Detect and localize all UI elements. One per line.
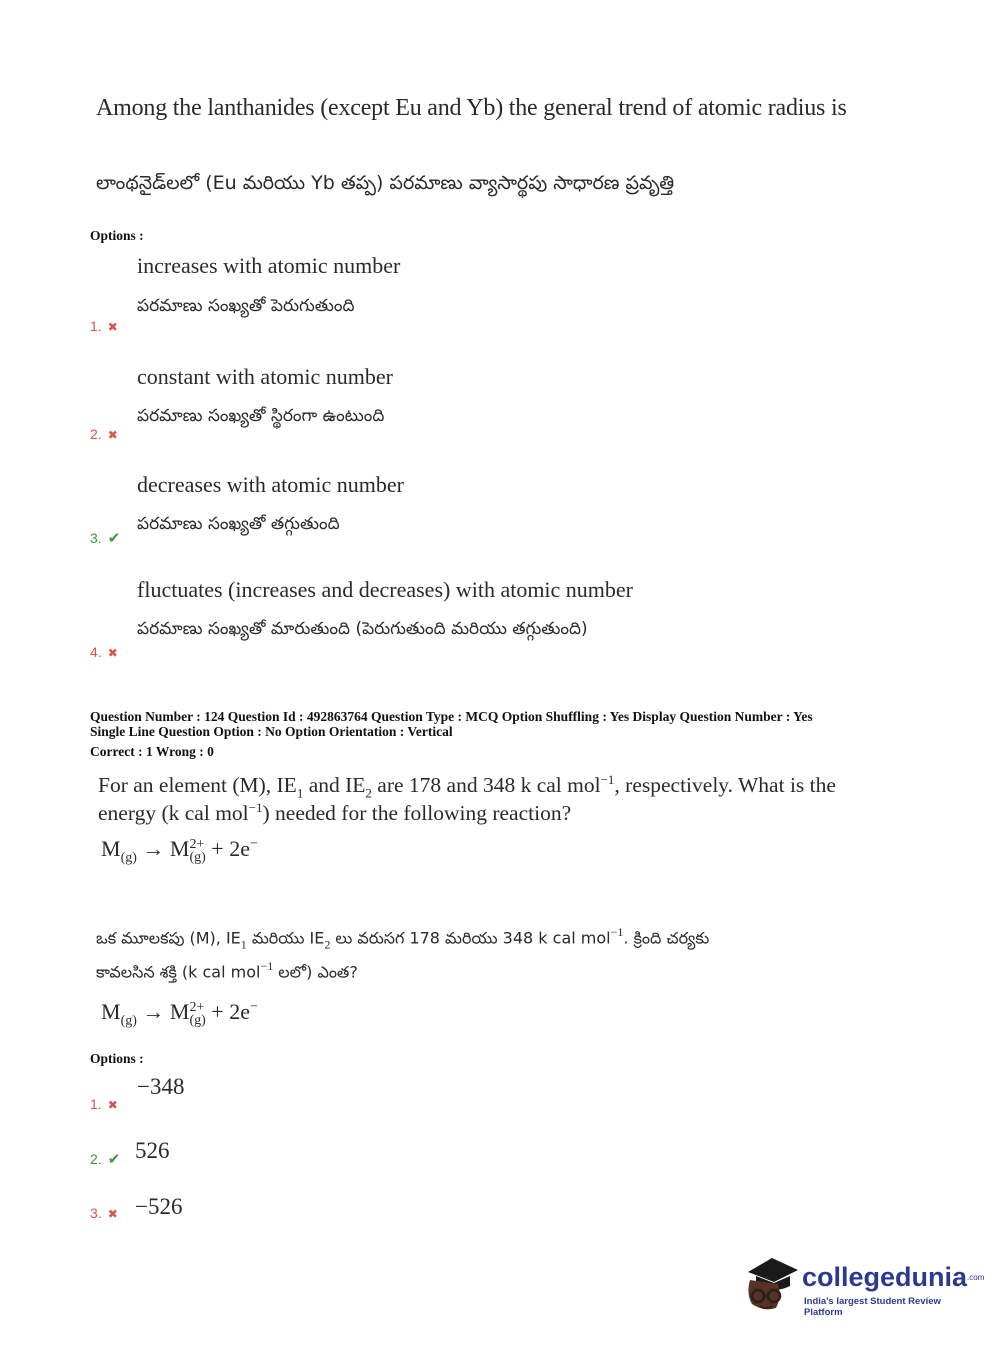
option-number: 2. [90,426,102,442]
q2-option-2-value: 526 [135,1138,170,1163]
q2-option-3-value: −526 [135,1194,183,1219]
option-number: 2. [90,1151,102,1167]
q2-meta-line-1: Question Number : 124 Question Id : 492863764 Question Type : MCQ Option Shuffling : Yes Display Question Number : Yes [90,709,813,724]
option-number: 4. [90,644,102,660]
check-icon: ✔ [107,529,121,547]
cross-icon: ✖ [107,646,118,660]
option-number: 3. [90,1205,102,1221]
option-number: 1. [90,318,102,334]
logo-wordmark: collegedunia$^{.com}$ [802,1262,985,1292]
q1-option-3-marker [90,528,120,547]
logo-tagline: India's largest Student Review Platform [804,1296,941,1318]
q2-equation-telugu: $M_{(g)} \to M2+$ (g) + 2e− [101,999,258,1029]
q1-option-3-telugu: పరమాణు సంఖ్యతో తగ్గుతుంది [137,514,340,534]
collegedunia-logo [742,1250,985,1320]
q1-option-1-telugu: పరమాణు సంఖ్యతో పెరుగుతుంది [137,296,355,316]
q1-question-english: Among the lanthanides (except Eu and Yb) the general trend of atomic radius is [96,95,847,121]
q1-option-2-marker [90,424,118,443]
q2-marks: Correct : 1 Wrong : 0 [90,744,214,759]
q2-question-english-line-1: For an element (M), $IE_1$ and $IE_2$ are 178 and 348 k cal mol$^{-1}$, respectively. What is the [98,772,836,801]
q2-option-1-marker [90,1094,118,1113]
q2-option-2-marker [90,1149,120,1168]
q1-option-1-marker [90,316,118,335]
q2-options-label: Options : [90,1051,144,1066]
option-number: 3. [90,530,102,546]
q2-option-1-value: −348 [137,1074,185,1099]
cross-icon: ✖ [107,1098,118,1112]
q2-question-telugu-line-1: ఒక మూలకపు (M), $IE_1$ మరియు $IE_2$ లు వరుసగ 178 మరియు 348 k cal mol$^{-1}$. క్రింది చర్యకు [96,925,710,952]
cross-icon: ✖ [107,1207,118,1221]
q1-option-2-english: constant with atomic number [137,364,393,389]
cross-icon: ✖ [107,428,118,442]
q2-question-english-line-2: energy (k cal mol$^{-1}$) needed for the following reaction? [98,800,572,826]
q1-option-1-english: increases with atomic number [137,253,401,278]
mascot-icon [742,1250,800,1314]
q1-options-label: Options : [90,228,144,243]
option-number: 1. [90,1096,102,1112]
cross-icon: ✖ [107,320,118,334]
q1-option-2-telugu: పరమాణు సంఖ్యతో స్థిరంగా ఉంటుంది [137,406,385,426]
q1-question-telugu: లాంథనైడ్‌లలో (Eu మరియు Yb తప్ప) పరమాణు వ్యాసార్థపు సాధారణ ప్రవృత్తి [96,172,675,194]
q1-option-4-marker [90,642,118,661]
q1-option-4-english: fluctuates (increases and decreases) with atomic number [137,577,634,602]
q2-option-3-marker [90,1203,118,1222]
q2-equation-english: $M_{(g)} \to M2+$ (g) + 2e− [101,836,258,866]
q2-question-telugu-line-2: కావలసిన శక్తి (k cal mol$^{-1}$ లలో) ఎంత? [96,959,358,982]
q2-meta-line-2: Single Line Question Option : No Option Orientation : Vertical [90,724,453,739]
q1-option-4-telugu: పరమాణు సంఖ్యతో మారుతుంది (పెరుగుతుంది మరియు తగ్గుతుంది) [137,619,588,639]
check-icon: ✔ [107,1150,121,1168]
q1-option-3-english: decreases with atomic number [137,472,404,497]
